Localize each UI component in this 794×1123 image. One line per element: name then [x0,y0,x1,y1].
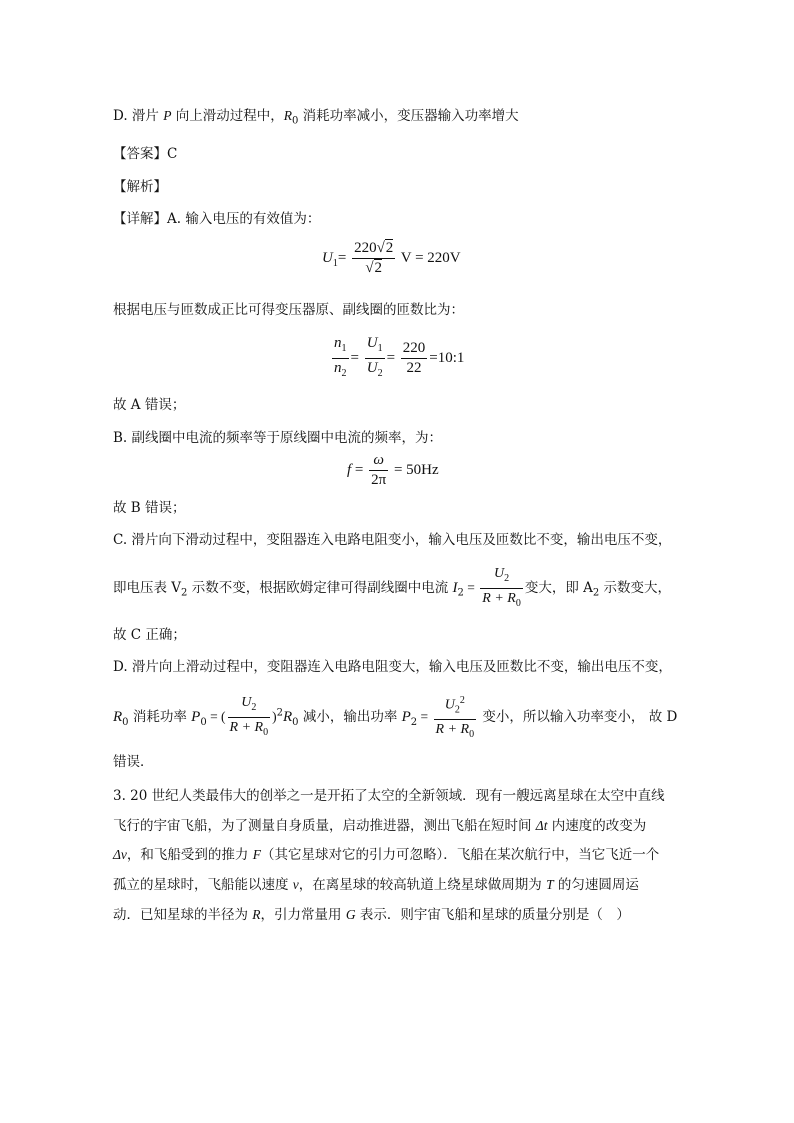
eq2-den: 22 [406,360,422,376]
q3-line-4 [113,875,639,895]
turns-ratio-text: 根据电压与匝数成正比可得变压器原、副线圈的匝数比为： [113,302,464,318]
detail-line [113,209,320,229]
eq2-n2: n [334,360,342,376]
eq2-u1-sub: 1 [377,343,383,354]
eq2-frac-u [365,335,385,382]
q3-l2c: 内速度的改变为 [547,818,647,834]
q3-delta-t: Δt [535,818,548,833]
var-p: P [163,108,172,123]
eq2-n1: n [334,335,342,351]
eq2-n1-sub: 1 [341,343,347,354]
q3-l4e: 的匀速圆周运 [553,877,639,893]
d2-eq: = [417,709,432,725]
d2-num2: U [444,697,455,713]
c2-den-sub: 0 [515,597,521,609]
analysis-label: 【解析】 [113,179,167,195]
q3-l3d: （其它星球对它的引力可忽略）．飞船在某次航行中，当它飞近一个 [260,847,660,863]
eq3-omega: ω [369,452,388,471]
q3-g: G [345,907,356,922]
eq3-f: f [347,461,352,478]
c2-i: I [452,579,458,596]
eq2-u1: U [366,335,378,351]
d2-fraction [228,694,271,741]
answer-line [113,144,177,164]
eq2-frac-num [401,340,428,377]
d-wrong: 错误． [113,754,154,770]
d2-b: 减小，输出功率 [298,709,402,726]
eq1-den-root: 2 [374,260,383,276]
answer-label: 【答案】 [113,146,167,162]
eq2-frac-n [332,335,349,382]
q3-l5c: ，引力常量用 [260,907,346,923]
b-wrong: 故 B 错误； [113,500,186,516]
eq1-u: U [322,249,333,266]
q3-r: R [252,907,261,922]
eq2-result: =10:1 [429,349,465,366]
option-d-suffix: 消耗功率减小，变压器输入功率增大 [298,108,519,124]
eq1-fraction: $\frac{220√2}{√2}$ [354,240,394,276]
c2-c-sub: 2 [592,587,600,599]
q3-line-5 [113,905,630,925]
d-text: D. 滑片向上滑动过程中，变阻器连入电路电阻变大，输入电压及匝数比不变，输出电压不变， [113,659,672,675]
c2-c: 变大，即 A [524,579,593,596]
d2-p2: P [401,709,411,726]
d2-r: R [113,709,123,726]
eq2-n2-sub: 2 [341,368,347,379]
a-wrong: 故 A 错误； [113,397,186,413]
eq3-result: = 50Hz [390,461,439,478]
eq2-num: 220 [401,340,428,359]
d2-r2-sub: 0 [292,716,299,728]
q3-line-2 [113,816,646,836]
q3-l4a: 孤立的星球时，飞船能以速度 [113,877,293,893]
c2-den: R + R [482,590,516,606]
q3-delta-v: Δv [113,847,127,862]
eq1-rest: V = 220V [397,249,461,266]
c2-i-sub: 2 [457,587,464,599]
d2-p2-sub: 2 [410,716,418,728]
d-text-2 [113,692,677,743]
d2-num2-sup: 2 [459,695,465,706]
b-text: B. 副线圈中电流的频率等于原线圈中电流的频率，为： [113,430,443,446]
c2-num-sub: 2 [504,572,510,584]
q3-l2a: 飞行的宇宙飞船，为了测量自身质量，启动推进器，测出飞船在短时间 [113,818,536,834]
c-right: 故 C 正确； [113,627,186,643]
eq2-u2-sub: 2 [377,368,383,379]
c2-a-sub: 2 [181,587,188,599]
q3-line-3 [113,845,659,865]
c2-a: 即电压表 V [113,579,182,596]
d2-c: 变小，所以输入功率变小， 故 D [478,709,678,726]
q3-v: v [292,877,299,892]
q3-l4c: ，在离星球的较高轨道上绕星球做周期为 [298,877,547,893]
d2-eqopen: = ( [206,709,226,725]
detail-label: 【详解】 [113,211,167,227]
d2-den-sub: 0 [263,726,269,738]
q3-l5e: 表示．则宇宙飞船和星球的质量分别是（ ） [355,907,630,923]
c-text: C. 滑片向下滑动过程中，变阻器连入电路电阻变小，输入电压及匝数比不变，输出电压不变， [113,532,672,548]
d2-den2-sub: 0 [469,729,475,741]
d2-p0-sub: 0 [200,716,207,728]
eq1-u-sub: 1 [332,257,338,269]
c2-b: 示数不变，根据欧姆定律可得副线圈中电流 [187,579,453,596]
equation-effective-voltage [322,240,461,277]
q3-line-1: 3. 20 世纪人类最伟大的创举之一是开拓了太空的全新领域．现有一艘远离星球在太空中直线 [113,788,665,804]
c2-fraction [480,565,523,612]
var-r0: R [283,108,293,123]
c2-d: 示数变大， [599,579,672,596]
eq1-num: 220 [354,240,377,256]
option-d-prefix: D. 滑片 [113,108,164,124]
d2-r-sub: 0 [122,716,129,728]
option-d-line [113,106,519,132]
q3-t: T [546,877,554,892]
d2-fraction-2 [434,692,477,743]
q3-l3b: ，和飞船受到的推力 [126,847,253,863]
eq1-equals: = [337,249,347,266]
d2-p0: P [191,709,201,726]
d2-num: U [241,695,252,711]
equation-turns-ratio: $\frac{n_1}{n_2}$ = $\frac{U_1}{U_2}$ = $\frac{220}{22}$ =10:1 [330,335,464,382]
q3-f: F [252,847,261,862]
var-r0-sub: 0 [292,115,299,127]
d2-num2-sub: 2 [454,704,460,716]
eq3-fraction [369,452,388,489]
d2-a: 消耗功率 [128,709,192,726]
d2-num-sub: 2 [251,702,257,714]
d2-sq: ) [272,709,277,725]
equation-frequency: f = $\frac{\omega}{2\pi}$ = 50Hz [347,452,439,488]
q3-l5a: 动．已知星球的半径为 [113,907,253,923]
answer-value: C [167,146,178,162]
eq3-two-pi: 2π [371,472,387,488]
d2-den: R + R [229,720,264,736]
d2-den2: R + R [435,722,470,738]
d2-sq-sup: 2 [276,707,283,719]
d2-r2: R [282,709,293,726]
detail-text: A. 输入电压的有效值为： [167,211,321,227]
c2-num: U [493,566,505,581]
eq2-u2: U [366,360,378,376]
c-text-2: 即电压表 $V_2$ 示数不变，根据欧姆定律可得副线圈中电流 $I_2$ = $\frac{U_2}{R + R_0}$ 变大，即 $A_2$ 示数变大， [113,565,671,612]
eq1-root: 2 [385,240,394,256]
option-d-mid: 向上滑动过程中， [171,108,284,124]
